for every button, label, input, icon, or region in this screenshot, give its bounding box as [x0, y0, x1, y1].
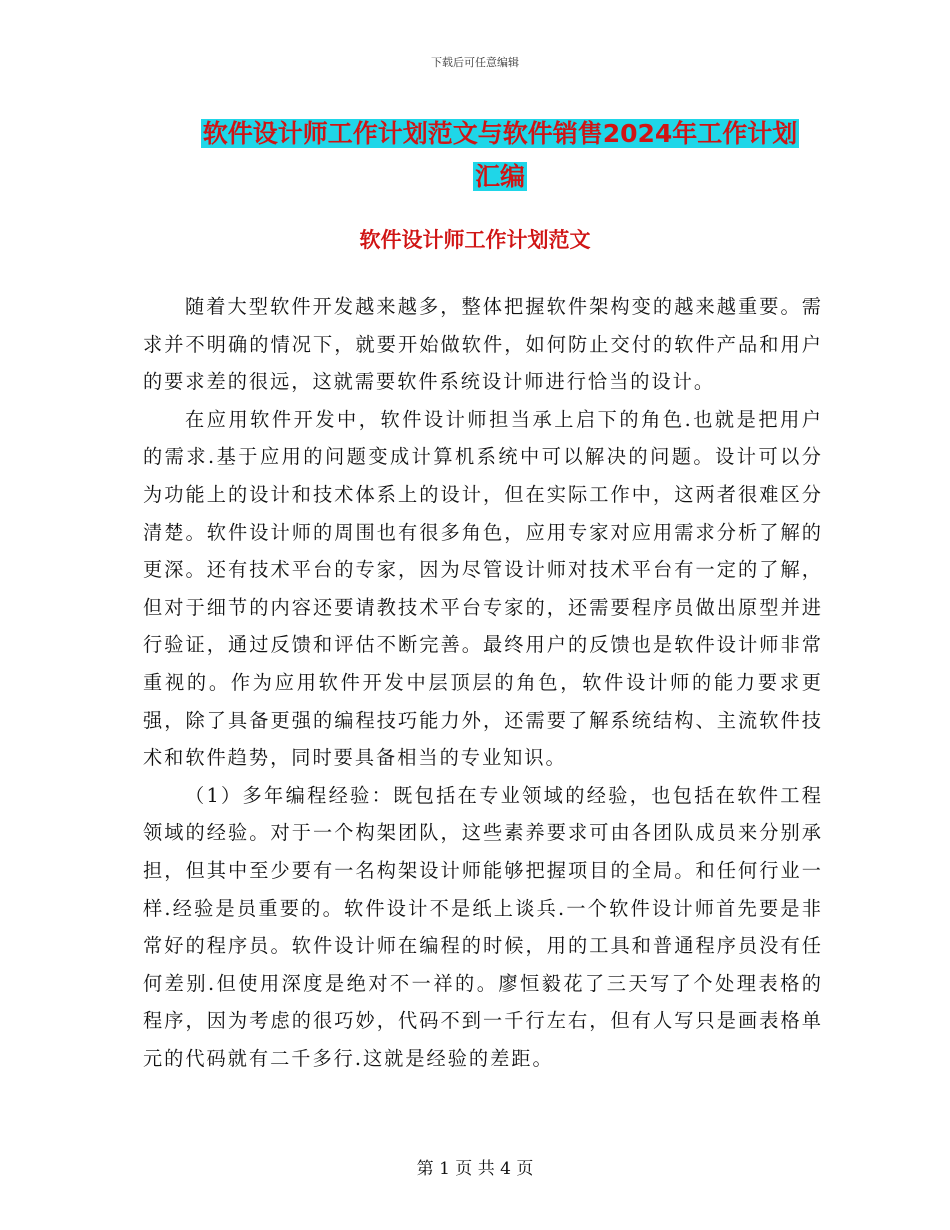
header-note: 下载后可任意编辑 [431, 56, 519, 69]
page-footer: 第 1 页 共 4 页 [416, 1159, 534, 1179]
title-line-1-text: 软件设计师工作计划范文与软件销售2024年工作计划 [202, 119, 798, 148]
section-title: 软件设计师工作计划范文 [359, 228, 591, 252]
title-line-2-text: 汇编 [474, 162, 525, 191]
paragraph-experience: （1）多年编程经验：既包括在专业领域的经验，也包括在软件工程领域的经验。对于一个构架团队，这些素养要求可由各团队成员来分别承担，但其中至少要有一名构架设计师能够把握项目的全局。和任何行业一样.经验是员重要的。软件设计不是纸上谈兵.一个软件设计师首先要是非常好的程序员。软件设计师在编程的时候，用的工具和普通程序员没有任何差别.但使用深度是绝对不一祥的。廖恒毅花了三天写了个处理表格的程序，因为考虑的很巧妙，代码不到一千行左右，但有人写只是画表格单元的代码就有二千多行.这就是经验的差距。 [143, 783, 823, 1070]
document-title [140, 112, 860, 198]
paragraph-intro: 随着大型软件开发越来越多，整体把握软件架构变的越来越重要。需求并不明确的情况下，就要开始做软件，如何防止交付的软件产品和用户的要求差的很远，这就需要软件系统设计师进行恰当的设计。 [143, 295, 823, 394]
body-text [143, 288, 823, 1077]
title-line-2 [140, 155, 860, 198]
paragraph-role: 在应用软件开发中，软件设计师担当承上启下的角色.也就是把用户的需求.基于应用的问题变成计算机系统中可以解决的问题。设计可以分为功能上的设计和技术体系上的设计，但在实际工作中，这两者很难区分清楚。软件设计师的周围也有很多角色，应用专家对应用需求分析了解的更深。还有技术平台的专家，因为尽管设计师对技术平台有一定的了解，但对于细节的内容还要请教技术平台专家的，还需要程序员做出原型并进行验证，通过反馈和评估不断完善。最终用户的反馈也是软件设计师非常重视的。作为应用软件开发中层顶层的角色，软件设计师的能力要求更强，除了具备更强的编程技巧能力外，还需要了解系统结构、主流软件技术和软件趋势，同时要具备相当的专业知识。 [143, 407, 823, 770]
title-line-1 [140, 112, 860, 155]
